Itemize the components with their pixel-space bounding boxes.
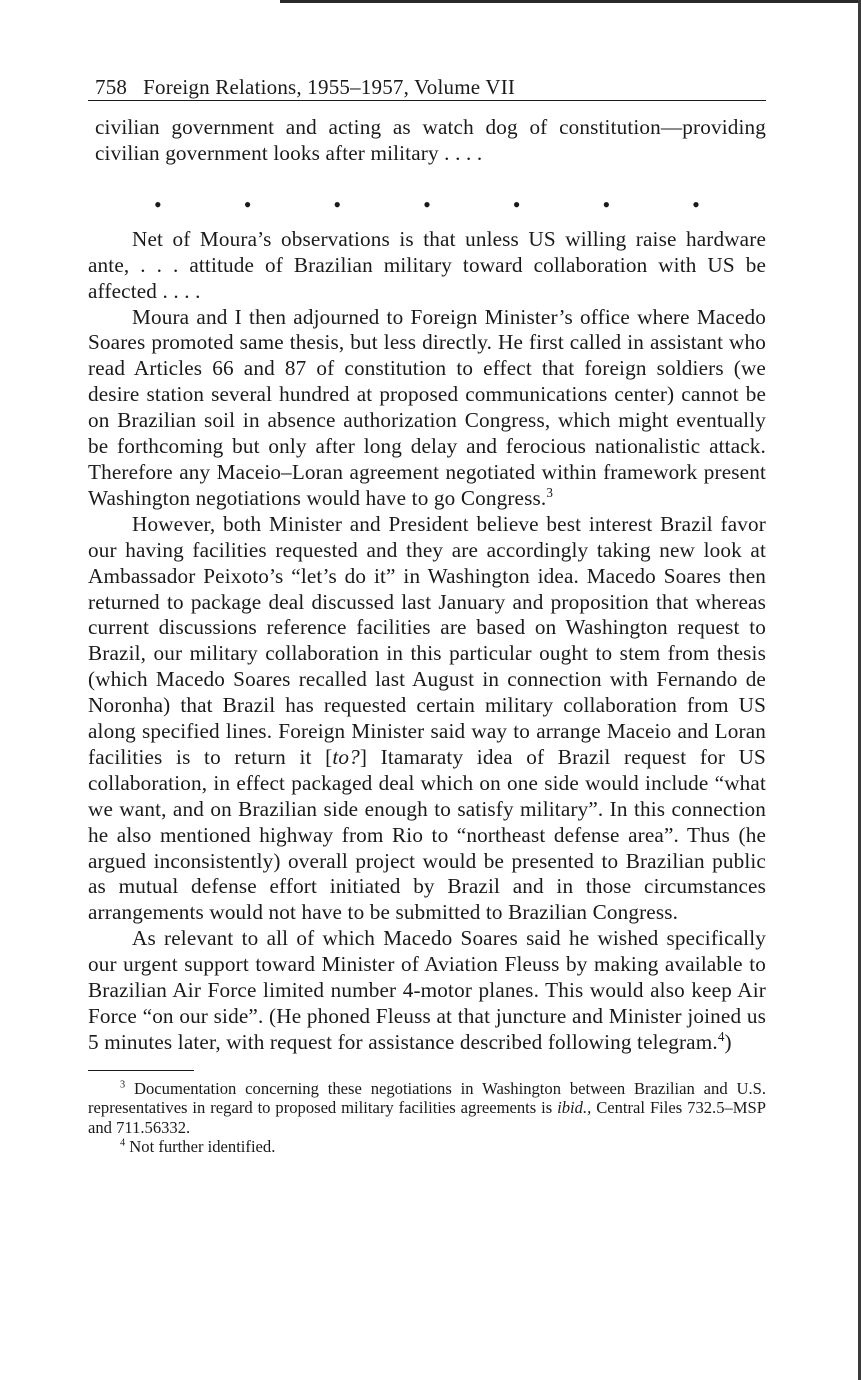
editorial-insertion: to? bbox=[332, 744, 360, 769]
footnote-separator bbox=[88, 1070, 194, 1071]
paragraph-text: ) bbox=[724, 1029, 732, 1054]
footnote-4 bbox=[88, 1137, 766, 1156]
footnote-text: Documentation concerning these negotiations in Washington between Brazilian and U.S. representatives in regard to proposed military facilities agreements is bbox=[88, 1079, 766, 1118]
footnotes bbox=[88, 1079, 766, 1157]
paragraph-text: ] Itamaraty idea of Brazil request for US collaboration, in effect packaged deal which on one side would include “what we want, and on Brazilian side enough to satisfy military”. In this connection he also mentioned highway from Rio to “northeast defense area”. Thus (he argued inconsistently) overall project would be presented to Brazilian public as mutual defense effort initiated by Brazil and in those circumstances arrangements would not have to be submitted to Brazilian Congress. bbox=[88, 744, 766, 925]
dot: • bbox=[423, 191, 431, 217]
dot: • bbox=[154, 191, 162, 217]
running-title: Foreign Relations, 1955–1957, Volume VII bbox=[143, 75, 516, 99]
paragraph-text: However, both Minister and President believe best interest Brazil favor our having facilities requested and they are accordingly taking new look at Ambassador Peixoto’s “let’s do it” in Washington idea. Macedo Soares then returned to package deal discussed last January and proposition that whereas current discussions reference facilities are based on Washington request to Brazil, our military collaboration in this particular ought to stem from thesis (which Macedo Soares recalled last August in connection with Fernando de Noronha) that Brazil has requested certain military collaboration from US along specified lines. Foreign Minister said way to arrange Maceio and Loran facilities is to return it [ bbox=[88, 511, 766, 769]
dot: • bbox=[333, 191, 342, 217]
dot: • bbox=[512, 191, 521, 217]
footnote-3 bbox=[88, 1079, 766, 1137]
footnote-number: 4 bbox=[120, 1137, 126, 1149]
paragraph-foreign-minister-office bbox=[88, 305, 766, 512]
paragraph-package-deal bbox=[88, 512, 766, 927]
running-head bbox=[88, 74, 766, 101]
footnote-text: Not further identified. bbox=[125, 1137, 276, 1157]
footnote-italic: ibid., bbox=[557, 1098, 592, 1118]
footnote-number: 3 bbox=[120, 1079, 126, 1091]
paragraph-text: As relevant to all of which Macedo Soares said he wished specifically our urgent support toward Minister of Aviation Fleuss by making available to Brazilian Air Force limited number 4-motor planes. This would also keep Air Force “on our side”. (He phoned Fleuss at that juncture and Minister joined us 5 minutes later, with request for assistance described following telegram. bbox=[88, 926, 766, 1054]
dot: • bbox=[692, 191, 700, 217]
top-edge-rule bbox=[280, 0, 861, 3]
paragraph-text: Moura and I then adjourned to Foreign Minister’s office where Macedo Soares promoted same thesis, but less directly. He first called in assistant who read Articles 66 and 87 of constitution to effect that foreign soldiers (we desire station several hundred at proposed communications center) cannot be on Brazilian soil in absence authorization Congress, which might eventually be forthcoming but only after long delay and ferocious nationalistic attack. Therefore any Maceio–Loran agreement negotiated within framework present Washington negotiations would have to go Congress. bbox=[88, 304, 766, 510]
footnote-ref-3[interactable]: 3 bbox=[546, 484, 554, 500]
page-number: 758 bbox=[95, 75, 128, 99]
paragraph-moura-observations: Net of Moura’s observations is that unless US willing raise hardware ante, . . . attitude of Brazilian military toward collaboration with US be affected . . . . bbox=[88, 226, 766, 303]
omission-dots bbox=[88, 191, 766, 217]
paragraph-continued: civilian government and acting as watch dog of constitution—providing civilian government looks after military . . . . bbox=[95, 115, 766, 165]
book-page bbox=[88, 74, 766, 1157]
footnote-ref-4[interactable]: 4 bbox=[717, 1028, 725, 1044]
paragraph-air-force bbox=[88, 926, 766, 1056]
footnote-text: Central Files 732.5–MSP and 711.56332. bbox=[88, 1098, 766, 1137]
dot: • bbox=[602, 191, 611, 217]
dot: • bbox=[243, 191, 252, 217]
main-text bbox=[88, 115, 766, 1056]
